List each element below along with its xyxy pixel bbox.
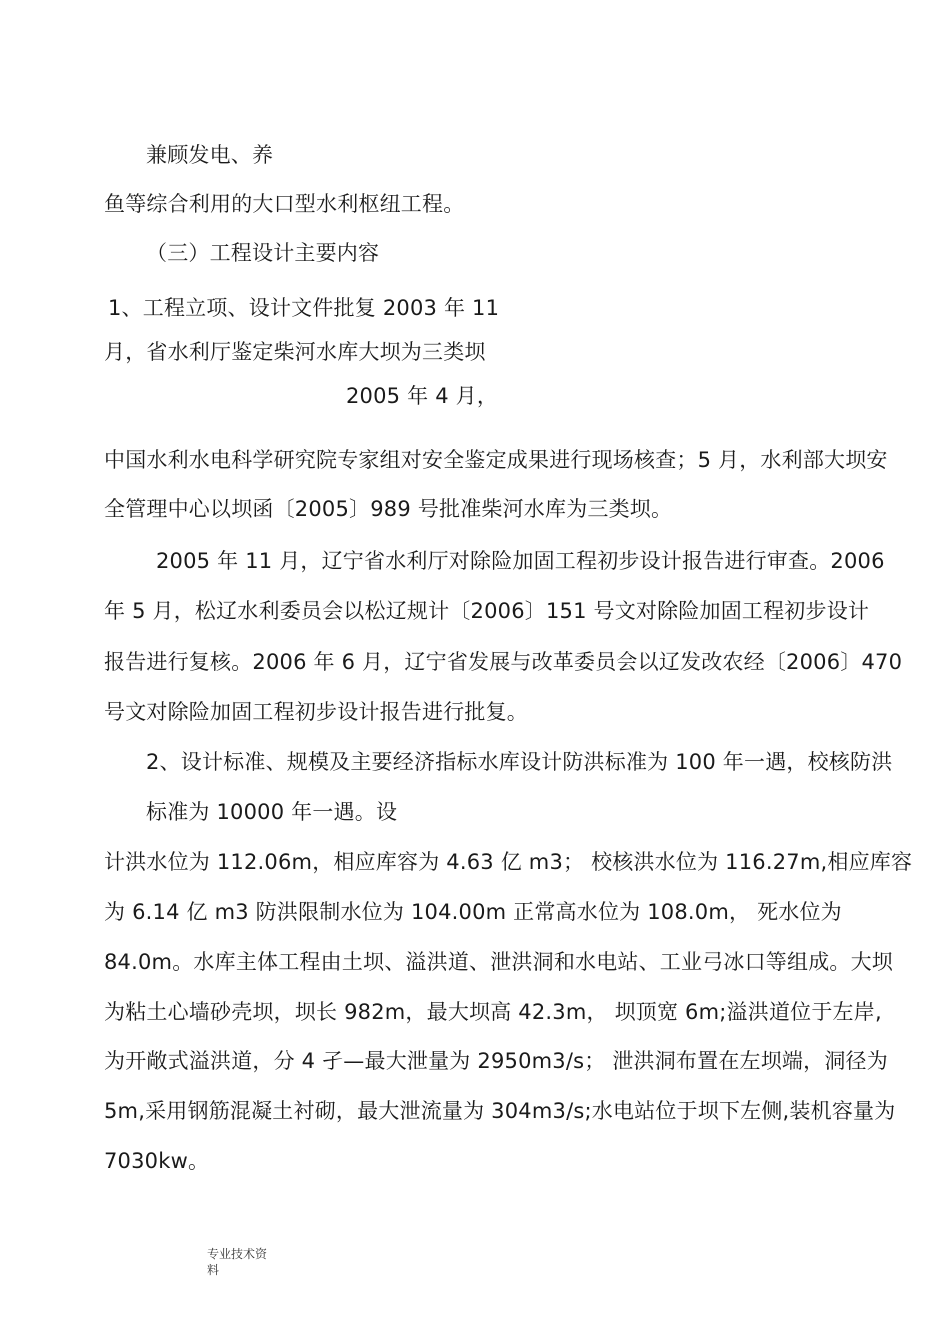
text-line: 全管理中心以坝函〔2005〕989 号批准柴河水库为三类坝。 [104, 497, 673, 521]
section-heading: （三）工程设计主要内容 [146, 241, 380, 265]
text-line: 1、工程立项、设计文件批复 2003 年 11 [108, 296, 500, 320]
text-line: 7030kw。 [104, 1149, 210, 1173]
text-line: 为开敞式溢洪道，分 4 孑—最大泄量为 2950m3/s； 泄洪洞布置在左坝端，洞径为 [104, 1049, 888, 1073]
text-line: 2、设计标准、规模及主要经济指标水库设计防洪标准为 100 年一遇，校核防洪 [146, 750, 893, 774]
text-line: 鱼等综合利用的大口型水利枢纽工程。 [104, 192, 465, 216]
footer-label: 专业技术资 [207, 1247, 268, 1261]
text-line: 号文对除险加固工程初步设计报告进行批复。 [104, 700, 528, 724]
text-line: 标准为 10000 年一遇。设 [146, 800, 398, 824]
text-line: 兼顾发电、养 [146, 143, 274, 167]
footer-label: 料 [207, 1263, 220, 1277]
text-line: 月，省水利厅鉴定柴河水库大坝为三类坝 [104, 340, 486, 364]
text-line: 为粘土心墙砂壳坝，坝长 982m，最大坝高 42.3m， 坝顶宽 6m;溢洪道位于左岸, [104, 1000, 882, 1024]
text-line: 计洪水位为 112.06m，相应库容为 4.63 亿 m3； 校核洪水位为 116.27m,相应库容 [104, 850, 913, 874]
text-line: 报告进行复核。2006 年 6 月，辽宁省发展与改革委员会以辽发改农经〔2006〕470 [104, 650, 903, 674]
text-line: 2005 年 11 月，辽宁省水利厅对除险加固工程初步设计报告进行审查。2006 [156, 549, 885, 573]
text-line: 年 5 月，松辽水利委员会以松辽规计〔2006〕151 号文对除险加固工程初步设计 [104, 599, 870, 623]
text-line: 为 6.14 亿 m3 防洪限制水位为 104.00m 正常高水位为 108.0m， 死水位为 [104, 900, 842, 924]
text-line: 84.0m。水库主体工程由土坝、溢洪道、泄洪洞和水电站、工业弓冰口等组成。大坝 [104, 950, 894, 974]
text-line: 2005 年 4 月， [346, 384, 499, 408]
text-line: 中国水利水电科学研究院专家组对安全鉴定成果进行现场核查；5 月，水利部大坝安 [104, 448, 888, 472]
text-line: 5m,采用钢筋混凝土衬砌，最大泄流量为 304m3/s;水电站位于坝下左侧,装机容量为 [104, 1099, 896, 1123]
